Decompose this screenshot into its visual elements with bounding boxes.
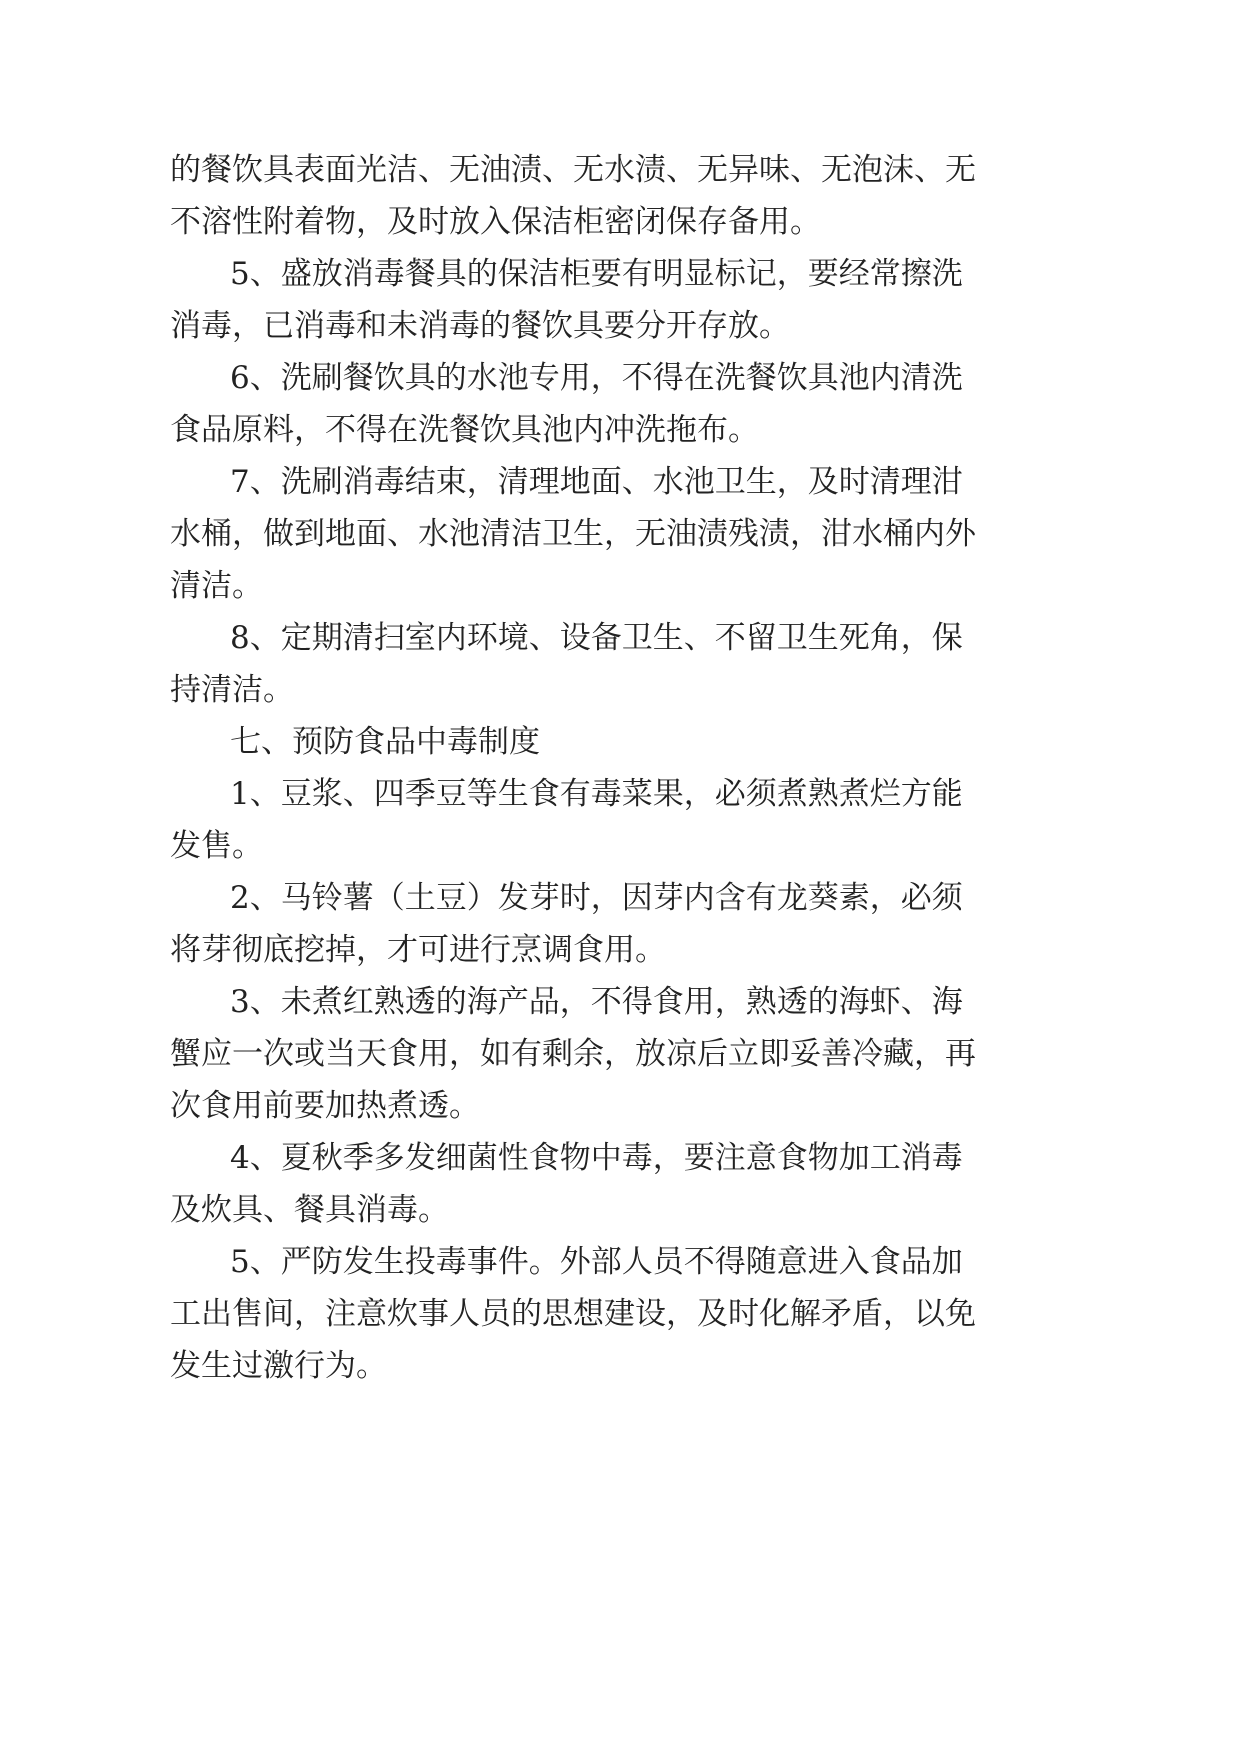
text-line: 及炊具、餐具消毒。 [170,1192,449,1228]
text-line: 发生过激行为。 [170,1348,387,1384]
text-line: 食品原料，不得在洗餐饮具池内冲洗拖布。 [170,412,759,448]
text-line: 水 桶 ， 做 到 地 面 、 水 池 清 洁 卫 生 ， 无 油 渍 残 渍 ， 泔 水 桶 内 外 [170,516,976,552]
text-line: 8 、 定 期 清 扫 室 内 环 境 、 设 备 卫 生 、 不 留 卫 生 死 角 ， 保 [230,620,963,656]
text-line: 5 、 严 防 发 生 投 毒 事 件 。 外 部 人 员 不 得 随 意 进 入 食 品 加 [230,1244,963,1280]
text-line: 6 、 洗 刷 餐 饮 具 的 水 池 专 用 ， 不 得 在 洗 餐 饮 具 池 内 清 洗 [230,360,963,396]
text-line: 2 、 马 铃 薯 （ 土 豆 ） 发 芽 时 ， 因 芽 内 含 有 龙 葵 素 ， 必 须 [230,880,963,916]
text-line: 蟹 应 一 次 或 当 天 食 用 ， 如 有 剩 余 ， 放 凉 后 立 即 妥 善 冷 藏 ， 再 [170,1036,976,1072]
text-line: 3 、 未 煮 红 熟 透 的 海 产 品 ， 不 得 食 用 ， 熟 透 的 海 虾 、 海 [230,984,963,1020]
text-line: 7 、 洗 刷 消 毒 结 束 ， 清 理 地 面 、 水 池 卫 生 ， 及 时 清 理 泔 [230,464,963,500]
text-line: 的 餐 饮 具 表 面 光 洁 、 无 油 渍 、 无 水 渍 、 无 异 味 、 无 泡 沫 、 无 [170,152,976,188]
text-line: 将芽彻底挖掉，才可进行烹调食用。 [170,932,666,968]
text-line: 次食用前要加热煮透。 [170,1088,480,1124]
text-line: 发售。 [170,828,263,864]
text-line: 持清洁。 [170,672,294,708]
text-line: 1 、 豆 浆 、 四 季 豆 等 生 食 有 毒 菜 果 ， 必 须 煮 熟 煮 烂 方 能 [230,776,963,812]
section-heading: 七、预防食品中毒制度 [230,724,540,760]
text-line: 消毒，已消毒和未消毒的餐饮具要分开存放。 [170,308,790,344]
text-line: 不溶性附着物，及时放入保洁柜密闭保存备用。 [170,204,821,240]
text-line: 4 、 夏 秋 季 多 发 细 菌 性 食 物 中 毒 ， 要 注 意 食 物 加 工 消 毒 [230,1140,963,1176]
text-line: 5 、 盛 放 消 毒 餐 具 的 保 洁 柜 要 有 明 显 标 记 ， 要 经 常 擦 洗 [230,256,963,292]
text-line: 工 出 售 间 ， 注 意 炊 事 人 员 的 思 想 建 设 ， 及 时 化 解 矛 盾 ， 以 免 [170,1296,976,1332]
text-line: 清洁。 [170,568,263,604]
